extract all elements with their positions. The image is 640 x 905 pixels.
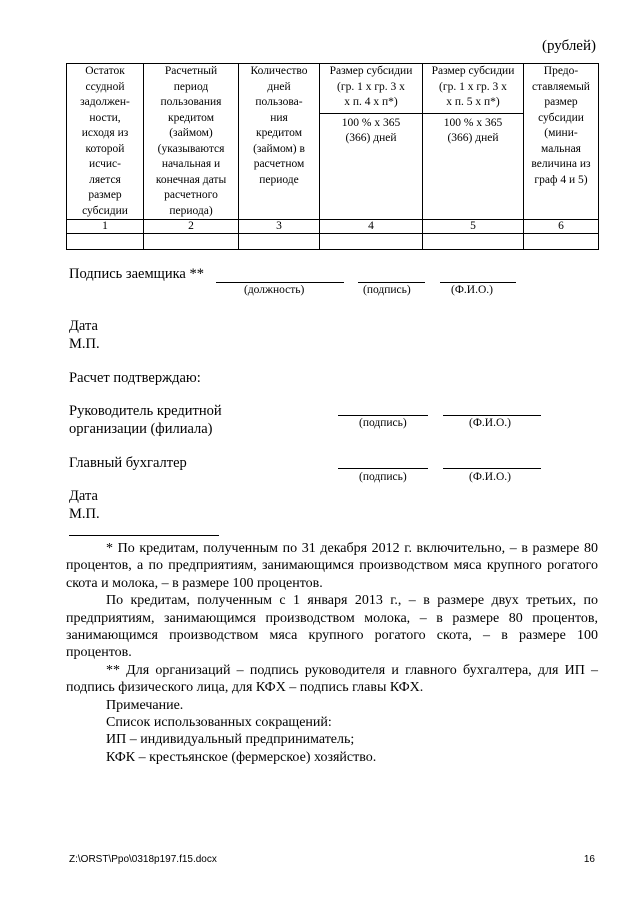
- formula-numerator: Размер субсидии (гр. 1 х гр. 3 х х п. 5 х п*): [431, 65, 515, 108]
- formula-numerator: Размер субсидии (гр. 1 х гр. 3 х х п. 4 х п*): [329, 65, 413, 108]
- footnote-2: ** Для организаций – подпись руководителя и главного бухгалтера, для ИП – подпись физического лица, для КФХ – подпись главы КФХ.: [66, 662, 598, 696]
- name-caption: (Ф.И.О.): [469, 471, 511, 483]
- signature-line: [338, 415, 428, 416]
- units-label: (рублей): [541, 38, 596, 54]
- page-number: 16: [583, 854, 595, 865]
- confirm-label: Расчет подтверждаю:: [69, 370, 201, 386]
- signature-caption: (подпись): [363, 284, 411, 296]
- header-col-2: Расчетный период пользования кредитом (займом) (указываются начальная и конечная даты расчетного периода): [144, 64, 239, 220]
- column-number: 3: [239, 220, 320, 234]
- accountant-label: Главный бухгалтер: [69, 455, 187, 471]
- signature-caption: (подпись): [359, 471, 407, 483]
- head-label-line1: Руководитель кредитной: [69, 403, 222, 419]
- signature-line: [338, 468, 428, 469]
- signature-line: [358, 282, 425, 283]
- abbreviations-title: Список использованных сокращений:: [106, 715, 332, 731]
- name-caption: (Ф.И.О.): [451, 284, 493, 296]
- column-number: 6: [524, 220, 599, 234]
- signature-caption: (подпись): [359, 417, 407, 429]
- table-cell: [144, 234, 239, 250]
- column-number: 1: [67, 220, 144, 234]
- head-label-line2: организации (филиала): [69, 421, 213, 437]
- footnote-separator: [69, 535, 219, 536]
- name-line: [443, 415, 541, 416]
- name-line: [443, 468, 541, 469]
- table-cell: [320, 234, 423, 250]
- seal-label: М.П.: [69, 506, 100, 522]
- position-line: [216, 282, 344, 283]
- column-number-row: [67, 220, 599, 234]
- header-col-1: Остаток ссудной задолжен- ности, исходя из которой исчис- ляется размер субсидии: [67, 64, 144, 220]
- header-col-4: [320, 64, 423, 220]
- position-caption: (должность): [244, 284, 305, 296]
- borrower-signature-label: Подпись заемщика **: [69, 266, 204, 282]
- name-line: [440, 282, 516, 283]
- note-heading: Примечание.: [106, 697, 184, 713]
- column-number: 2: [144, 220, 239, 234]
- table-cell: [239, 234, 320, 250]
- footnotes: [66, 540, 598, 766]
- date-label: Дата: [69, 488, 98, 504]
- table-cell: [67, 234, 144, 250]
- file-path: Z:\ORST\Ppo\0318p197.f15.docx: [69, 854, 217, 865]
- footnote-1: * По кредитам, полученным по 31 декабря 2012 г. включительно, – в размере 80 процентов, а по предприятиям, занимающимся производством мяса крупного рогатого скота и молока, – в размере 100 процентов.: [66, 541, 598, 591]
- formula-denominator: 100 % х 365 (366) дней: [423, 113, 523, 147]
- seal-label: М.П.: [69, 336, 100, 352]
- header-col-5: [423, 64, 524, 220]
- subsidy-table: [66, 63, 599, 250]
- column-number: 4: [320, 220, 423, 234]
- header-col-3: Количество дней пользова- ния кредитом (займом) в расчетном периоде: [239, 64, 320, 220]
- footnote-1-continued: По кредитам, полученным с 1 января 2013 г., – в размере двух третьих, по предприятиям, занимающимся производством молока, – в размере 80 процентов, занимающимся производством мяса крупного рогатого скота, – в размере 100 процентов.: [66, 593, 598, 661]
- header-col-6: Предо- ставляемый размер субсидии (мини- мальная величина из граф 4 и 5): [524, 64, 599, 220]
- empty-data-row: [67, 234, 599, 250]
- abbreviation-item: ИП – индивидуальный предприниматель;: [106, 732, 355, 748]
- column-number: 5: [423, 220, 524, 234]
- formula-denominator: 100 % х 365 (366) дней: [320, 113, 422, 147]
- date-label: Дата: [69, 318, 98, 334]
- table-cell: [423, 234, 524, 250]
- table-header-row: [67, 64, 599, 220]
- abbreviation-item: КФК – крестьянское (фермерское) хозяйство.: [106, 749, 377, 765]
- name-caption: (Ф.И.О.): [469, 417, 511, 429]
- table-cell: [524, 234, 599, 250]
